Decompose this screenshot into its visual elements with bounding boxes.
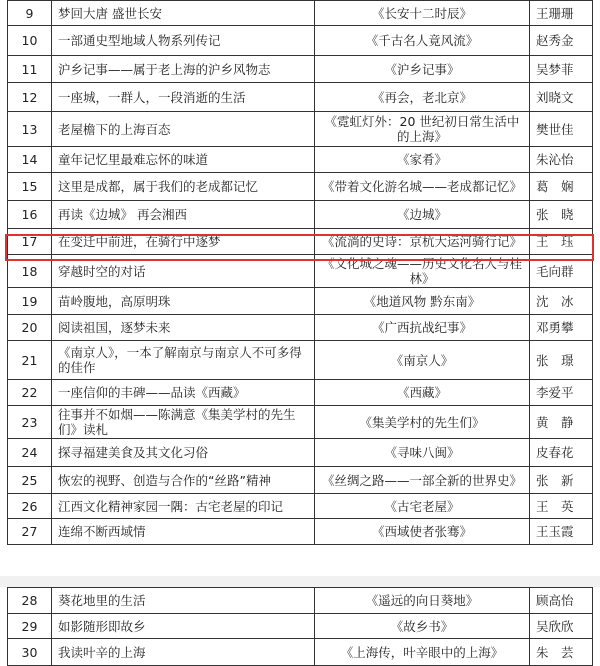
review-title: 如影随形即故乡 [52, 614, 315, 638]
review-title: 沪乡记事——属于老上海的沪乡风物志 [52, 56, 315, 82]
table-row [7, 639, 593, 666]
author-name: 毛向群 [536, 263, 574, 279]
table-row [7, 494, 593, 519]
author-name: 刘晓文 [536, 89, 574, 105]
author-name: 张 璟 [536, 352, 574, 368]
table-row [7, 255, 593, 288]
table-row [7, 341, 593, 380]
book-title: 《边城》 [315, 201, 530, 228]
book-title: 《再会，老北京》 [315, 83, 530, 111]
book-title: 《流淌的史诗：京杭大运河骑行记》 [315, 229, 530, 254]
book-title: 《古宅老屋》 [315, 494, 530, 518]
book-title: 《丝绸之路——一部全新的世界史》 [315, 467, 530, 493]
book-title: 《集美学村的先生们》 [315, 406, 530, 438]
row-number: 30 [8, 639, 52, 665]
table-row [7, 147, 593, 173]
book-title: 《带着文化游名城——老成都记忆》 [315, 173, 530, 200]
row-number: 28 [8, 588, 52, 613]
row-number: 21 [8, 341, 52, 379]
book-title: 《文化城之魂——历史文化名人与桂林》 [315, 255, 530, 287]
table-row [7, 406, 593, 439]
review-title: 老屋檐下的上海百态 [52, 112, 315, 146]
row-number: 16 [8, 201, 52, 228]
row-number: 26 [8, 494, 52, 518]
author-name: 顾高怡 [536, 593, 574, 608]
author-name: 黄 静 [536, 414, 574, 430]
book-review-table-continued [7, 587, 593, 666]
review-title: 童年记忆里最难忘怀的味道 [52, 147, 315, 172]
author-name: 王玉霞 [536, 524, 574, 539]
book-title: 《寻味八闽》 [315, 439, 530, 466]
book-title: 《广西抗战纪事》 [315, 315, 530, 340]
author-name: 赵秀金 [536, 33, 574, 48]
review-title: 葵花地里的生活 [52, 588, 315, 613]
review-title: 苗岭腹地，高原明珠 [52, 288, 315, 314]
row-number: 9 [8, 1, 52, 25]
table-row [7, 588, 593, 614]
table-row [7, 56, 593, 83]
row-number: 14 [8, 147, 52, 172]
review-title: 再读《边城》 再会湘西 [52, 201, 315, 228]
author-name: 葛 娴 [536, 179, 574, 194]
table-row [7, 439, 593, 467]
author-name: 王 英 [536, 498, 574, 514]
table-row [7, 26, 593, 56]
row-number: 23 [8, 406, 52, 438]
review-title: 我读叶辛的上海 [52, 639, 315, 665]
book-title: 《故乡书》 [315, 614, 530, 638]
table-row [7, 112, 593, 147]
review-title: 一座信仰的丰碑——品读《西藏》 [52, 380, 315, 405]
review-title: 探寻福建美食及其文化习俗 [52, 439, 315, 466]
author-name: 沈 冰 [536, 293, 574, 309]
row-number: 29 [8, 614, 52, 638]
book-title: 《霓虹灯外：20 世纪初日常生活中的上海》 [315, 112, 530, 146]
row-number: 11 [8, 56, 52, 82]
row-number: 17 [8, 229, 52, 254]
review-title: 一座城，一群人，一段消逝的生活 [52, 83, 315, 111]
book-title: 《家肴》 [315, 147, 530, 172]
row-number: 27 [8, 519, 52, 544]
author-name: 张 新 [536, 472, 574, 488]
table-row [7, 380, 593, 406]
table-row [7, 614, 593, 639]
book-title: 《上海传，叶辛眼中的上海》 [315, 639, 530, 665]
author-name: 朱沁怡 [536, 152, 574, 167]
page-break [0, 576, 600, 587]
row-number: 19 [8, 288, 52, 314]
review-title: 穿越时空的对话 [52, 255, 315, 287]
review-title: 这里是成都，属于我们的老成都记忆 [52, 173, 315, 200]
table-row [7, 229, 593, 255]
row-number: 12 [8, 83, 52, 111]
table-row [7, 201, 593, 229]
book-title: 《西域使者张骞》 [315, 519, 530, 544]
row-number: 20 [8, 315, 52, 340]
author-name: 皮春花 [536, 445, 574, 460]
row-number: 15 [8, 173, 52, 200]
row-number: 10 [8, 26, 52, 55]
book-title: 《南京人》 [315, 341, 530, 379]
table-row [7, 1, 593, 26]
review-title: 连绵不断西域情 [52, 519, 315, 544]
table-row [7, 519, 593, 545]
review-title: 阅读祖国，逐梦未来 [52, 315, 315, 340]
review-title: 往事并不如烟——陈满意《集美学村的先生们》读札 [52, 406, 315, 438]
author-name: 吴欣欣 [536, 618, 574, 634]
row-number: 25 [8, 467, 52, 493]
table-row [7, 288, 593, 315]
book-title: 《千古名人竟风流》 [315, 26, 530, 55]
row-number: 18 [8, 255, 52, 287]
author-name: 吴梦菲 [536, 61, 574, 77]
book-title: 《地道风物 黔东南》 [315, 288, 530, 314]
book-title: 《遥远的向日葵地》 [315, 588, 530, 613]
author-name: 樊世佳 [536, 121, 574, 137]
review-title: 江西文化精神家园一隅：古宅老屋的印记 [52, 494, 315, 518]
table-row [7, 173, 593, 201]
review-title: 《南京人》，一本了解南京与南京人不可多得的佳作 [52, 341, 315, 379]
row-number: 24 [8, 439, 52, 466]
author-name: 张 晓 [536, 207, 574, 222]
book-title: 《西藏》 [315, 380, 530, 405]
review-title: 在变迁中前进，在骑行中逐梦 [52, 229, 315, 254]
author-name: 邓勇攀 [536, 320, 574, 335]
author-name: 朱 芸 [536, 644, 574, 660]
table-row [7, 467, 593, 494]
row-number: 22 [8, 380, 52, 405]
book-title: 《长安十二时辰》 [315, 1, 530, 25]
author-name: 李爱平 [536, 385, 574, 400]
author-name: 王珊珊 [536, 5, 574, 21]
review-title: 恢宏的视野、创造与合作的“丝路”精神 [52, 467, 315, 493]
review-title: 一部通史型地域人物系列传记 [52, 26, 315, 55]
book-review-table [7, 0, 593, 545]
author-name: 王 珏 [536, 234, 574, 249]
row-number: 13 [8, 112, 52, 146]
table-row [7, 83, 593, 112]
table-row [7, 315, 593, 341]
review-title: 梦回大唐 盛世长安 [52, 1, 315, 25]
book-title: 《沪乡记事》 [315, 56, 530, 82]
